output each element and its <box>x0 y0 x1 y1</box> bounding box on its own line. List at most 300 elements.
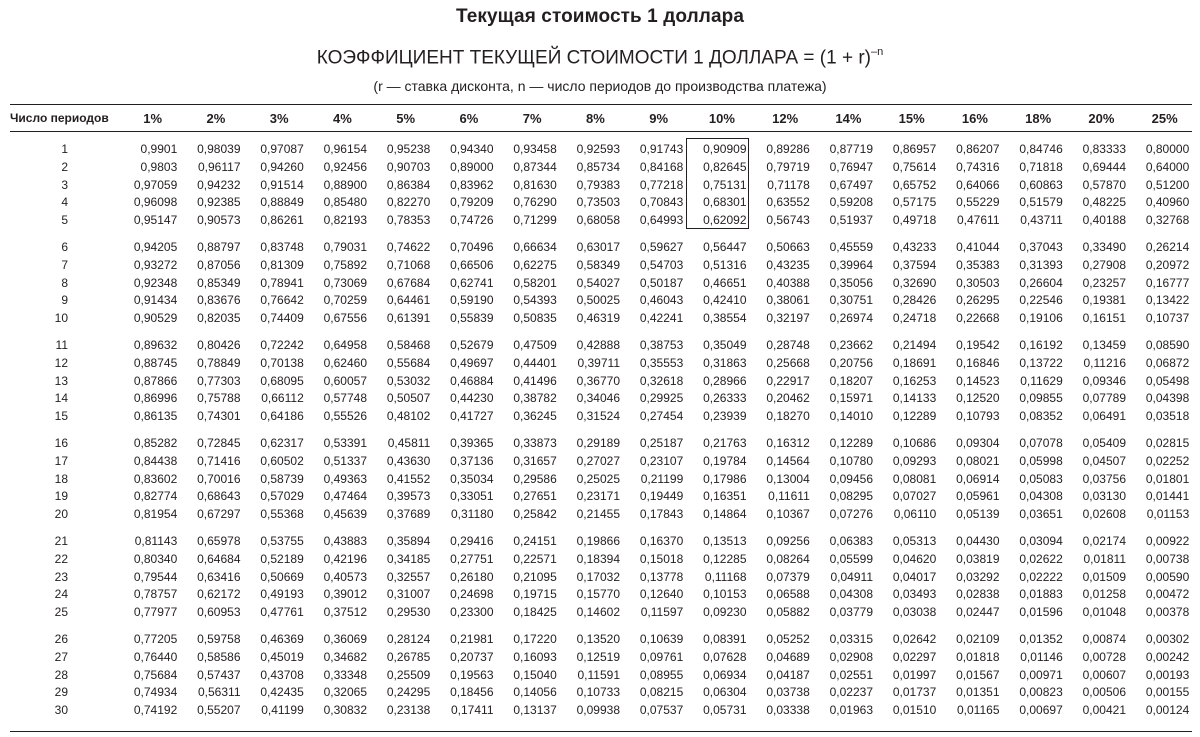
factor-cell: 0,62460 <box>323 355 367 370</box>
table-row <box>10 310 1192 328</box>
factor-cell: 0,72845 <box>197 435 241 450</box>
factor-cell: 0,01351 <box>956 685 1000 700</box>
factor-cell: 0,43630 <box>386 453 431 468</box>
factor-cell: 0,82774 <box>133 489 178 504</box>
factor-cell: 0,59627 <box>639 239 684 254</box>
factor-cell: 0,43883 <box>323 533 367 548</box>
table-row <box>10 390 1192 408</box>
factor-cell: 0,50025 <box>576 293 620 308</box>
factor-cell: 0,31393 <box>1019 257 1063 272</box>
factor-cell: 0,62172 <box>197 587 241 602</box>
factor-cell: 0,04308 <box>829 587 873 602</box>
factor-cell: 0,22917 <box>766 373 810 388</box>
factor-cell: 0,26180 <box>450 569 494 584</box>
factor-cell: 0,79031 <box>323 239 367 254</box>
header-rate: 5% <box>396 111 416 126</box>
factor-cell: 0,85349 <box>197 275 241 290</box>
period-cell: 15 <box>54 409 68 424</box>
factor-cell: 0,26333 <box>703 391 747 406</box>
factor-cell: 0,57870 <box>1082 177 1126 192</box>
factor-cell: 0,32557 <box>386 569 431 584</box>
factor-cell: 0,75684 <box>133 667 178 682</box>
factor-cell: 0,30751 <box>829 293 873 308</box>
factor-cell: 0,45811 <box>387 435 431 450</box>
factor-cell: 0,23300 <box>450 605 494 620</box>
factor-cell: 0,16253 <box>892 373 937 388</box>
factor-cell: 0,04308 <box>1019 489 1063 504</box>
factor-cell: 0,48225 <box>1082 195 1126 210</box>
factor-cell: 0,24698 <box>450 587 494 602</box>
table-row <box>10 506 1192 524</box>
factor-cell: 0,64993 <box>639 213 684 228</box>
factor-cell: 0,19542 <box>956 337 1000 352</box>
factor-cell: 0,75788 <box>197 391 241 406</box>
factor-cell: 0,55526 <box>323 409 367 424</box>
table-bottom-rule <box>10 731 1192 732</box>
factor-cell: 0,01596 <box>1019 605 1063 620</box>
factor-cell: 0,61391 <box>386 311 431 326</box>
factor-cell: 0,02838 <box>956 587 1000 602</box>
factor-cell: 0,58739 <box>260 471 304 486</box>
factor-cell: 0,59190 <box>450 293 494 308</box>
factor-cell: 0,01818 <box>956 649 1000 664</box>
factor-cell: 0,00922 <box>1145 533 1190 548</box>
factor-cell: 0,01997 <box>892 667 937 682</box>
period-cell: 11 <box>55 337 68 352</box>
factor-cell: 0,10686 <box>892 435 937 450</box>
factor-cell: 0,91434 <box>133 293 178 308</box>
factor-cell: 0,01258 <box>1082 587 1126 602</box>
factor-cell: 0,93272 <box>133 257 178 272</box>
factor-cell: 0,25509 <box>386 667 431 682</box>
factor-cell: 0,02222 <box>1019 569 1063 584</box>
factor-cell: 0,11216 <box>1083 355 1126 370</box>
table-top-rule <box>10 104 1192 105</box>
table-row <box>10 373 1192 391</box>
header-rate: 8% <box>585 111 605 126</box>
table-row <box>10 631 1192 649</box>
factor-cell: 0,94205 <box>133 239 178 254</box>
factor-cell: 0,44230 <box>450 391 494 406</box>
factor-cell: 0,39365 <box>450 435 494 450</box>
factor-cell: 0,34682 <box>323 649 367 664</box>
factor-cell: 0,77303 <box>197 373 241 388</box>
factor-cell: 0,54393 <box>513 293 557 308</box>
factor-cell: 0,16351 <box>703 489 747 504</box>
factor-cell: 0,92593 <box>576 142 620 156</box>
factor-cell: 0,64066 <box>956 177 1000 192</box>
factor-cell: 0,06110 <box>893 507 937 522</box>
factor-cell: 0,14056 <box>513 685 557 700</box>
row-group-gap <box>10 328 1192 337</box>
factor-cell: 0,43711 <box>1020 213 1063 228</box>
factor-cell: 0,02642 <box>892 631 937 646</box>
factor-cell: 0,08215 <box>639 685 684 700</box>
factor-cell: 0,79209 <box>450 195 494 210</box>
factor-cell: 0,29925 <box>639 391 684 406</box>
factor-cell: 0,24718 <box>892 311 937 326</box>
factor-cell: 0,48102 <box>386 409 431 424</box>
factor-cell: 0,04911 <box>830 569 873 584</box>
factor-cell: 0,74622 <box>386 239 431 254</box>
factor-cell: 0,89286 <box>766 142 810 156</box>
factor-cell: 0,05731 <box>703 703 747 718</box>
factor-cell: 0,64000 <box>1145 159 1190 174</box>
factor-cell: 0,86135 <box>133 409 178 424</box>
factor-cell: 0,39964 <box>829 257 873 272</box>
factor-cell: 0,18207 <box>829 373 873 388</box>
factor-cell: 0,52679 <box>450 337 494 352</box>
factor-cell: 0,75131 <box>703 177 747 192</box>
factor-cell: 0,64958 <box>323 337 367 352</box>
factor-cell: 0,19784 <box>703 453 747 468</box>
factor-cell: 0,33873 <box>513 435 557 450</box>
factor-cell: 0,50187 <box>639 275 684 290</box>
factor-cell: 0,94232 <box>197 177 241 192</box>
table-row <box>10 649 1192 667</box>
factor-cell: 0,31007 <box>386 587 431 602</box>
period-cell: 6 <box>61 239 68 254</box>
factor-cell: 0,71068 <box>386 257 431 272</box>
factor-cell: 0,88900 <box>323 177 367 192</box>
factor-cell: 0,74192 <box>133 703 178 718</box>
factor-cell: 0,21763 <box>703 435 747 450</box>
factor-cell: 0,01441 <box>1145 489 1190 504</box>
factor-cell: 0,84168 <box>639 159 684 174</box>
factor-cell: 0,40188 <box>1082 213 1126 228</box>
factor-cell: 0,62741 <box>450 275 494 290</box>
factor-cell: 0,45559 <box>829 239 873 254</box>
factor-cell: 0,40960 <box>1145 195 1190 210</box>
factor-cell: 0,02551 <box>829 667 873 682</box>
table-row <box>10 471 1192 489</box>
factor-cell: 0,13459 <box>1082 337 1126 352</box>
factor-cell: 0,46319 <box>576 311 620 326</box>
factor-cell: 0,03738 <box>766 685 810 700</box>
factor-cell: 0,09256 <box>766 533 810 548</box>
factor-cell: 0,08081 <box>892 471 937 486</box>
factor-cell: 0,00421 <box>1082 703 1126 718</box>
period-cell: 30 <box>54 703 68 718</box>
factor-cell: 0,84438 <box>133 453 178 468</box>
factor-cell: 0,86384 <box>386 177 431 192</box>
factor-cell: 0,37043 <box>1019 239 1063 254</box>
factor-cell: 0,39573 <box>386 489 431 504</box>
factor-cell: 0,03493 <box>892 587 937 602</box>
factor-cell: 0,07628 <box>703 649 747 664</box>
factor-cell: 0,50507 <box>386 391 431 406</box>
factor-cell: 0,37689 <box>386 507 431 522</box>
factor-cell: 0,00607 <box>1082 667 1126 682</box>
factor-cell: 0,35894 <box>386 533 431 548</box>
factor-cell: 0,66506 <box>450 257 494 272</box>
factor-cell: 0,59208 <box>829 195 873 210</box>
factor-cell: 0,09938 <box>576 703 620 718</box>
factor-cell: 0,81143 <box>134 533 178 548</box>
factor-cell: 0,00472 <box>1145 587 1190 602</box>
factor-cell: 0,36069 <box>323 631 367 646</box>
factor-cell: 0,49193 <box>260 587 304 602</box>
factor-cell: 0,63552 <box>766 195 810 210</box>
factor-cell: 0,00823 <box>1019 685 1063 700</box>
factor-cell: 0,47464 <box>323 489 367 504</box>
factor-cell: 0,10367 <box>766 507 810 522</box>
factor-cell: 0,11591 <box>577 667 620 682</box>
factor-cell: 0,00874 <box>1082 631 1126 646</box>
factor-cell: 0,35056 <box>829 275 873 290</box>
factor-cell: 0,95238 <box>386 142 431 156</box>
factor-cell: 0,27908 <box>1082 257 1126 272</box>
factor-cell: 0,87056 <box>197 257 241 272</box>
factor-cell: 0,17986 <box>703 471 747 486</box>
factor-cell: 0,00193 <box>1145 667 1190 682</box>
factor-cell: 0,42196 <box>323 551 367 566</box>
period-cell: 9 <box>61 293 68 308</box>
factor-cell: 0,14564 <box>766 453 810 468</box>
factor-cell: 0,30503 <box>956 275 1000 290</box>
factor-cell: 0,03315 <box>829 631 873 646</box>
factor-cell: 0,09230 <box>703 605 747 620</box>
factor-cell: 0,11629 <box>1020 373 1063 388</box>
factor-cell: 0,09293 <box>892 453 937 468</box>
factor-cell: 0,43233 <box>892 239 937 254</box>
factor-cell: 0,39012 <box>323 587 367 602</box>
factor-cell: 0,07537 <box>639 703 684 718</box>
factor-cell: 0,05409 <box>1082 435 1126 450</box>
factor-cell: 0,57437 <box>197 667 241 682</box>
factor-cell: 0,09346 <box>1082 373 1126 388</box>
factor-cell: 0,01801 <box>1145 471 1190 486</box>
factor-cell: 0,60863 <box>1019 177 1063 192</box>
factor-cell: 0,17220 <box>513 631 557 646</box>
table-row <box>10 257 1192 275</box>
factor-cell: 0,43235 <box>766 257 810 272</box>
factor-cell: 0,10737 <box>1145 311 1190 326</box>
factor-cell: 0,02174 <box>1082 533 1126 548</box>
factor-cell: 0,06934 <box>703 667 747 682</box>
period-cell: 28 <box>54 667 68 682</box>
factor-cell: 0,37512 <box>323 605 367 620</box>
factor-cell: 0,22668 <box>956 311 1000 326</box>
factor-cell: 0,02908 <box>829 649 873 664</box>
table-row <box>10 141 1192 159</box>
factor-cell: 0,90573 <box>197 213 241 228</box>
factor-cell: 0,89000 <box>450 159 494 174</box>
factor-cell: 0,06588 <box>766 587 810 602</box>
factor-cell: 0,46043 <box>639 293 684 308</box>
table-row <box>10 604 1192 622</box>
factor-cell: 0,14133 <box>892 391 937 406</box>
factor-cell: 0,74316 <box>956 159 1000 174</box>
factor-cell: 0,71299 <box>513 213 557 228</box>
factor-cell: 0,16093 <box>513 649 557 664</box>
period-cell: 21 <box>54 533 68 548</box>
factor-cell: 0,38554 <box>703 311 747 326</box>
period-cell: 7 <box>61 257 68 272</box>
discount-factor-table <box>10 141 1192 720</box>
factor-cell: 0,11611 <box>768 489 810 504</box>
factor-cell: 0,00728 <box>1082 649 1126 664</box>
factor-cell: 0,90529 <box>133 311 178 326</box>
factor-cell: 0,01811 <box>1083 551 1126 566</box>
factor-cell: 0,05313 <box>892 533 937 548</box>
factor-cell: 0,54703 <box>639 257 684 272</box>
factor-cell: 0,19866 <box>576 533 620 548</box>
factor-cell: 0,08021 <box>956 453 1000 468</box>
table-row <box>10 239 1192 257</box>
header-rate: 14% <box>835 111 862 126</box>
factor-cell: 0,12289 <box>892 409 937 424</box>
factor-cell: 0,26785 <box>386 649 431 664</box>
factor-cell: 0,68058 <box>576 213 620 228</box>
factor-cell: 0,54027 <box>576 275 620 290</box>
factor-cell: 0,98039 <box>197 142 241 156</box>
factor-cell: 0,19381 <box>1082 293 1126 308</box>
factor-cell: 0,20972 <box>1145 257 1190 272</box>
table-row <box>10 159 1192 177</box>
table-row <box>10 194 1192 212</box>
factor-cell: 0,18270 <box>766 409 810 424</box>
factor-cell: 0,37136 <box>450 453 494 468</box>
factor-cell: 0,09456 <box>829 471 873 486</box>
period-cell: 29 <box>54 685 68 700</box>
period-cell: 8 <box>61 275 68 290</box>
factor-cell: 0,45639 <box>323 507 367 522</box>
table-row <box>10 684 1192 702</box>
factor-cell: 0,76440 <box>133 649 178 664</box>
factor-cell: 0,74301 <box>197 409 241 424</box>
factor-cell: 0,38753 <box>639 337 684 352</box>
factor-cell: 0,64684 <box>197 551 241 566</box>
factor-cell: 0,78353 <box>386 213 431 228</box>
factor-cell: 0,01567 <box>956 667 1000 682</box>
factor-cell: 0,67497 <box>829 177 873 192</box>
factor-cell: 0,42410 <box>703 293 747 308</box>
factor-cell: 0,57175 <box>892 195 937 210</box>
factor-cell: 0,26295 <box>956 293 1000 308</box>
factor-cell: 0,03130 <box>1082 489 1126 504</box>
factor-cell: 0,38782 <box>513 391 557 406</box>
factor-cell: 0,87344 <box>513 159 557 174</box>
factor-cell: 0,82035 <box>197 311 241 326</box>
period-cell: 10 <box>54 311 68 326</box>
factor-cell: 0,55229 <box>956 195 1000 210</box>
row-group-gap <box>10 524 1192 533</box>
factor-cell: 0,23171 <box>576 489 620 504</box>
factor-cell: 0,05998 <box>1019 453 1063 468</box>
factor-cell: 0,92385 <box>197 195 241 210</box>
factor-cell: 0,26604 <box>1019 275 1063 290</box>
factor-cell: 0,88797 <box>197 239 241 254</box>
factor-cell: 0,20737 <box>450 649 494 664</box>
period-cell: 27 <box>54 649 68 664</box>
table-row <box>10 488 1192 506</box>
factor-cell: 0,10153 <box>703 587 747 602</box>
period-cell: 1 <box>61 142 68 156</box>
factor-cell: 0,75614 <box>892 159 937 174</box>
factor-cell: 0,42435 <box>260 685 304 700</box>
factor-cell: 0,32618 <box>639 373 684 388</box>
factor-cell: 0,01510 <box>892 703 937 718</box>
factor-cell: 0,04689 <box>766 649 810 664</box>
factor-cell: 0,69444 <box>1082 159 1126 174</box>
factor-cell: 0,26214 <box>1145 239 1190 254</box>
factor-cell: 0,62317 <box>260 435 304 450</box>
factor-cell: 0,01963 <box>829 703 873 718</box>
header-period: Число периодов <box>10 111 109 125</box>
factor-cell: 0,12640 <box>639 587 684 602</box>
factor-cell: 0,19563 <box>450 667 494 682</box>
factor-cell: 0,32197 <box>766 311 810 326</box>
factor-cell: 0,03779 <box>829 605 873 620</box>
factor-cell: 0,10733 <box>576 685 620 700</box>
factor-cell: 0,07078 <box>1019 435 1063 450</box>
factor-cell: 0,35553 <box>639 355 684 370</box>
factor-cell: 0,55684 <box>386 355 431 370</box>
factor-cell: 0,13778 <box>639 569 684 584</box>
factor-cell: 0,76642 <box>260 293 304 308</box>
factor-cell: 0,47509 <box>513 337 557 352</box>
factor-cell: 0,63416 <box>197 569 241 584</box>
factor-cell: 0,04507 <box>1082 453 1126 468</box>
period-cell: 16 <box>54 435 68 450</box>
factor-cell: 0,09761 <box>639 649 684 664</box>
factor-cell: 0,18425 <box>513 605 557 620</box>
factor-cell: 0,71178 <box>767 177 810 192</box>
factor-cell: 0,31657 <box>513 453 557 468</box>
factor-cell: 0,03094 <box>1019 533 1063 548</box>
factor-cell: 0,08590 <box>1145 337 1190 352</box>
table-row <box>10 702 1192 720</box>
factor-cell: 0,35034 <box>450 471 494 486</box>
factor-cell: 0,01737 <box>892 685 937 700</box>
factor-cell: 0,10780 <box>829 453 873 468</box>
header-rate: 4% <box>332 111 352 126</box>
factor-cell: 0,03819 <box>956 551 1000 566</box>
factor-cell: 0,43708 <box>260 667 304 682</box>
factor-cell: 0,28426 <box>892 293 937 308</box>
factor-cell: 0,07027 <box>892 489 937 504</box>
factor-cell: 0,83748 <box>260 239 304 254</box>
factor-cell: 0,49718 <box>892 213 937 228</box>
factor-cell: 0,19449 <box>639 489 684 504</box>
factor-cell: 0,34046 <box>576 391 620 406</box>
factor-cell: 0,72242 <box>260 337 304 352</box>
table-row <box>10 435 1192 453</box>
factor-cell: 0,01509 <box>1082 569 1126 584</box>
period-cell: 23 <box>54 569 68 584</box>
factor-cell: 0,00506 <box>1082 685 1126 700</box>
factor-cell: 0,55839 <box>450 311 494 326</box>
factor-cell: 0,60953 <box>197 605 241 620</box>
factor-cell: 0,51200 <box>1145 177 1190 192</box>
factor-cell: 0,74409 <box>260 311 304 326</box>
factor-cell: 0,89632 <box>133 337 178 352</box>
factor-cell: 0,01352 <box>1019 631 1063 646</box>
factor-cell: 0,51337 <box>323 453 367 468</box>
factor-cell: 0,96117 <box>198 159 241 174</box>
factor-cell: 0,51937 <box>829 213 873 228</box>
factor-cell: 0,06383 <box>829 533 873 548</box>
table-row <box>10 586 1192 604</box>
factor-cell: 0,68301 <box>703 195 747 210</box>
factor-cell: 0,02608 <box>1082 507 1126 522</box>
table-row <box>10 408 1192 426</box>
factor-cell: 0,28966 <box>703 373 747 388</box>
factor-cell: 0,27651 <box>513 489 557 504</box>
factor-cell: 0,46651 <box>703 275 747 290</box>
factor-cell: 0,58349 <box>576 257 620 272</box>
